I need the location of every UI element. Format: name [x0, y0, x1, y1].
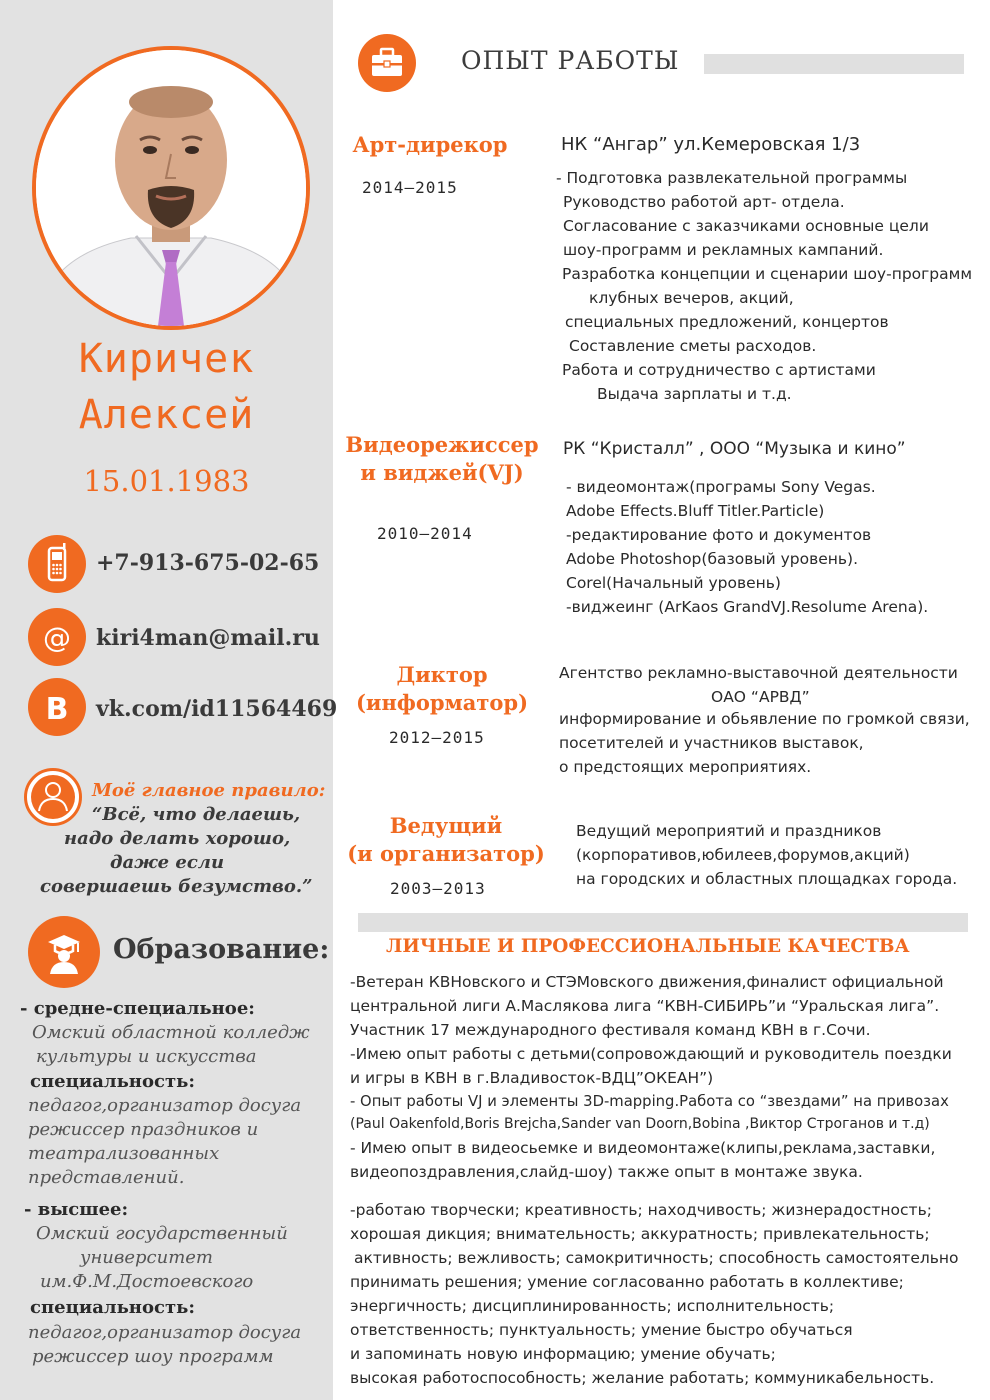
title-divider-bar	[704, 54, 964, 74]
job-duty: -редактирование фото и документов	[566, 526, 872, 544]
quality-line: -работаю творчески; креативность; находчивость; жизнерадостность;	[350, 1201, 932, 1219]
name-first-line: Киричек	[78, 336, 255, 382]
job-duty: Агентство рекламно-выставочной деятельности	[559, 664, 958, 682]
phone-icon	[28, 535, 86, 593]
experience-title: ОПЫТ РАБОТЫ	[461, 46, 680, 75]
job-duty: информирование и обьявление по громкой связи,	[559, 710, 970, 728]
education-line: театрализованных	[28, 1143, 220, 1164]
quality-line: видеопоздравления,слайд-шоу) также опыт в монтаже звука.	[350, 1163, 863, 1181]
quality-line: -Ветеран КВНовского и СТЭМовского движения,финалист официальной	[350, 973, 944, 991]
phone-number: +7-913-675-02-65	[96, 550, 320, 576]
quality-line: активность; вежливость; самокритичность; способность самостоятельно	[354, 1249, 959, 1267]
quality-line: - Имею опыт в видеосьемке и видеомонтаже(клипы,реклама,заставки,	[350, 1139, 936, 1157]
email-icon	[28, 608, 86, 666]
quote-line: совершаешь безумство.”	[40, 876, 313, 897]
job-duty: Составление сметы расходов.	[569, 337, 817, 355]
education-line: специальность:	[30, 1071, 195, 1092]
job-role: Ведущий	[389, 813, 503, 838]
quality-line: высокая работоспособность; желание работать; коммуникабельность.	[350, 1369, 935, 1387]
education-line: педагог,организатор досуга	[28, 1095, 302, 1116]
job-duty: специальных предложений, концертов	[565, 313, 889, 331]
briefcase-icon	[358, 34, 416, 92]
job-years: 2010–2014	[377, 524, 473, 543]
education-line: специальность:	[30, 1297, 195, 1318]
job-duty: Руководство работой арт- отдела.	[563, 193, 845, 211]
vk-profile-link: vk.com/id11564469	[96, 696, 338, 722]
job-role: (информатор)	[356, 690, 528, 715]
quality-line: - Опыт работы VJ и элементы 3D-mapping.Работа со “звездами” на привозах	[350, 1093, 949, 1110]
job-years: 2014–2015	[362, 178, 458, 197]
svg-text:B: B	[45, 692, 69, 727]
name-second-line: Алексей	[78, 392, 255, 438]
job-duty: Ведущий мероприятий и праздников	[576, 822, 882, 840]
job-duty: Выдача зарплаты и т.д.	[597, 385, 792, 403]
job-duty: -виджеинг (ArKaos GrandVJ.Resolume Arena).	[566, 598, 929, 616]
job-role: (и организатор)	[347, 841, 545, 866]
quality-line: и запоминать новую информацию; умение обучать;	[350, 1345, 776, 1363]
quality-line: хорошая дикция; внимательность; аккуратность; привлекательность;	[350, 1225, 930, 1243]
job-duty: шоу-программ и рекламных кампаний.	[563, 241, 884, 259]
job-duty: Разработка концепции и сценарии шоу-программ	[562, 265, 973, 283]
job-duty: Adobe Effects.Bluff Titler.Particle)	[566, 502, 825, 520]
job-duty: клубных вечеров, акций,	[589, 289, 794, 307]
education-line: университет	[80, 1247, 214, 1268]
job-company: РК “Кристалл” , ООО “Музыка и кино”	[563, 439, 906, 459]
job-duty: Corel(Начальный уровень)	[566, 574, 781, 592]
vk-icon	[28, 678, 86, 736]
quote-line: “Всё, что делаешь,	[92, 804, 301, 825]
qualities-divider-bar	[358, 913, 968, 932]
qualities-title: ЛИЧНЫЕ И ПРОФЕССИОНАЛЬНЫЕ КАЧЕСТВА	[386, 936, 910, 957]
job-role: Арт-дирекор	[352, 132, 508, 157]
job-years: 2003–2013	[390, 879, 486, 898]
job-duty: Adobe Photoshop(базовый уровень).	[566, 550, 859, 568]
job-role: и виджей(VJ)	[360, 460, 524, 485]
portrait-illustration	[36, 50, 306, 326]
education-line: - высшее:	[24, 1199, 129, 1220]
job-duty: Согласование с заказчиками основные цели	[563, 217, 929, 235]
job-role: Видеорежиссер	[345, 432, 539, 457]
quality-line: Участник 17 международного фестиваля команд КВН в г.Сочи.	[350, 1021, 871, 1039]
job-duty: на городских и областных площадках города.	[576, 870, 958, 888]
person-icon	[24, 768, 82, 826]
quality-line: принимать решения; умение согласованно работать в коллективе;	[350, 1273, 904, 1291]
job-duty: о предстоящих мероприятиях.	[559, 758, 812, 776]
education-line: им.Ф.М.Достоевского	[40, 1271, 254, 1292]
job-duty: Работа и сотрудничество с артистами	[562, 361, 876, 379]
quote-title: Моё главное правило:	[92, 780, 326, 801]
education-line: представлений.	[28, 1167, 185, 1188]
job-duty: - видеомонтаж(програмы Sony Vegas.	[566, 478, 876, 496]
education-line: - средне-специальное:	[20, 998, 255, 1019]
svg-text:@: @	[43, 621, 71, 654]
education-line: режиссер праздников и	[28, 1119, 259, 1140]
job-duty: посетителей и участников выставок,	[559, 734, 864, 752]
job-duty: - Подготовка развлекательной программы	[556, 169, 908, 187]
quality-line: энергичность; дисциплинированность; исполнительность;	[350, 1297, 835, 1315]
education-line: Омский государственный	[36, 1223, 288, 1244]
education-line: режиссер шоу программ	[32, 1346, 274, 1367]
quality-line: и игры в КВН в г.Владивосток-ВДЦ”ОКЕАН”)	[350, 1069, 714, 1087]
job-duty: ОАО “АРВД”	[711, 688, 810, 706]
birth-date: 15.01.1983	[83, 464, 250, 498]
email-address: kiri4man@mail.ru	[96, 625, 320, 651]
education-line: Омский областной колледж	[32, 1022, 310, 1043]
job-company: НК “Ангар” ул.Кемеровская 1/3	[561, 134, 861, 155]
quote-line: надо делать хорошо,	[64, 828, 291, 849]
graduate-icon	[28, 916, 100, 988]
quality-line: (Paul Oakenfold,Boris Brejcha,Sander van Doorn,Bobina ,Виктор Строганов и т.д)	[350, 1116, 930, 1132]
education-title: Образование:	[113, 934, 330, 965]
job-role: Диктор	[396, 662, 488, 687]
quality-line: -Имею опыт работы с детьми(сопровождающий и руководитель поездки	[350, 1045, 952, 1063]
education-line: культуры и искусства	[36, 1046, 257, 1067]
quote-line: даже если	[110, 852, 225, 873]
profile-photo	[32, 46, 310, 330]
job-years: 2012–2015	[389, 728, 485, 747]
education-line: педагог,организатор досуга	[28, 1322, 302, 1343]
quality-line: ответственность; пунктуальность; умение быстро обучаться	[350, 1321, 853, 1339]
job-duty: (корпоративов,юбилеев,форумов,акций)	[576, 846, 910, 864]
quality-line: центральной лиги А.Маслякова лига “КВН-СИБИРЬ”и “Уральская лига”.	[350, 997, 940, 1015]
